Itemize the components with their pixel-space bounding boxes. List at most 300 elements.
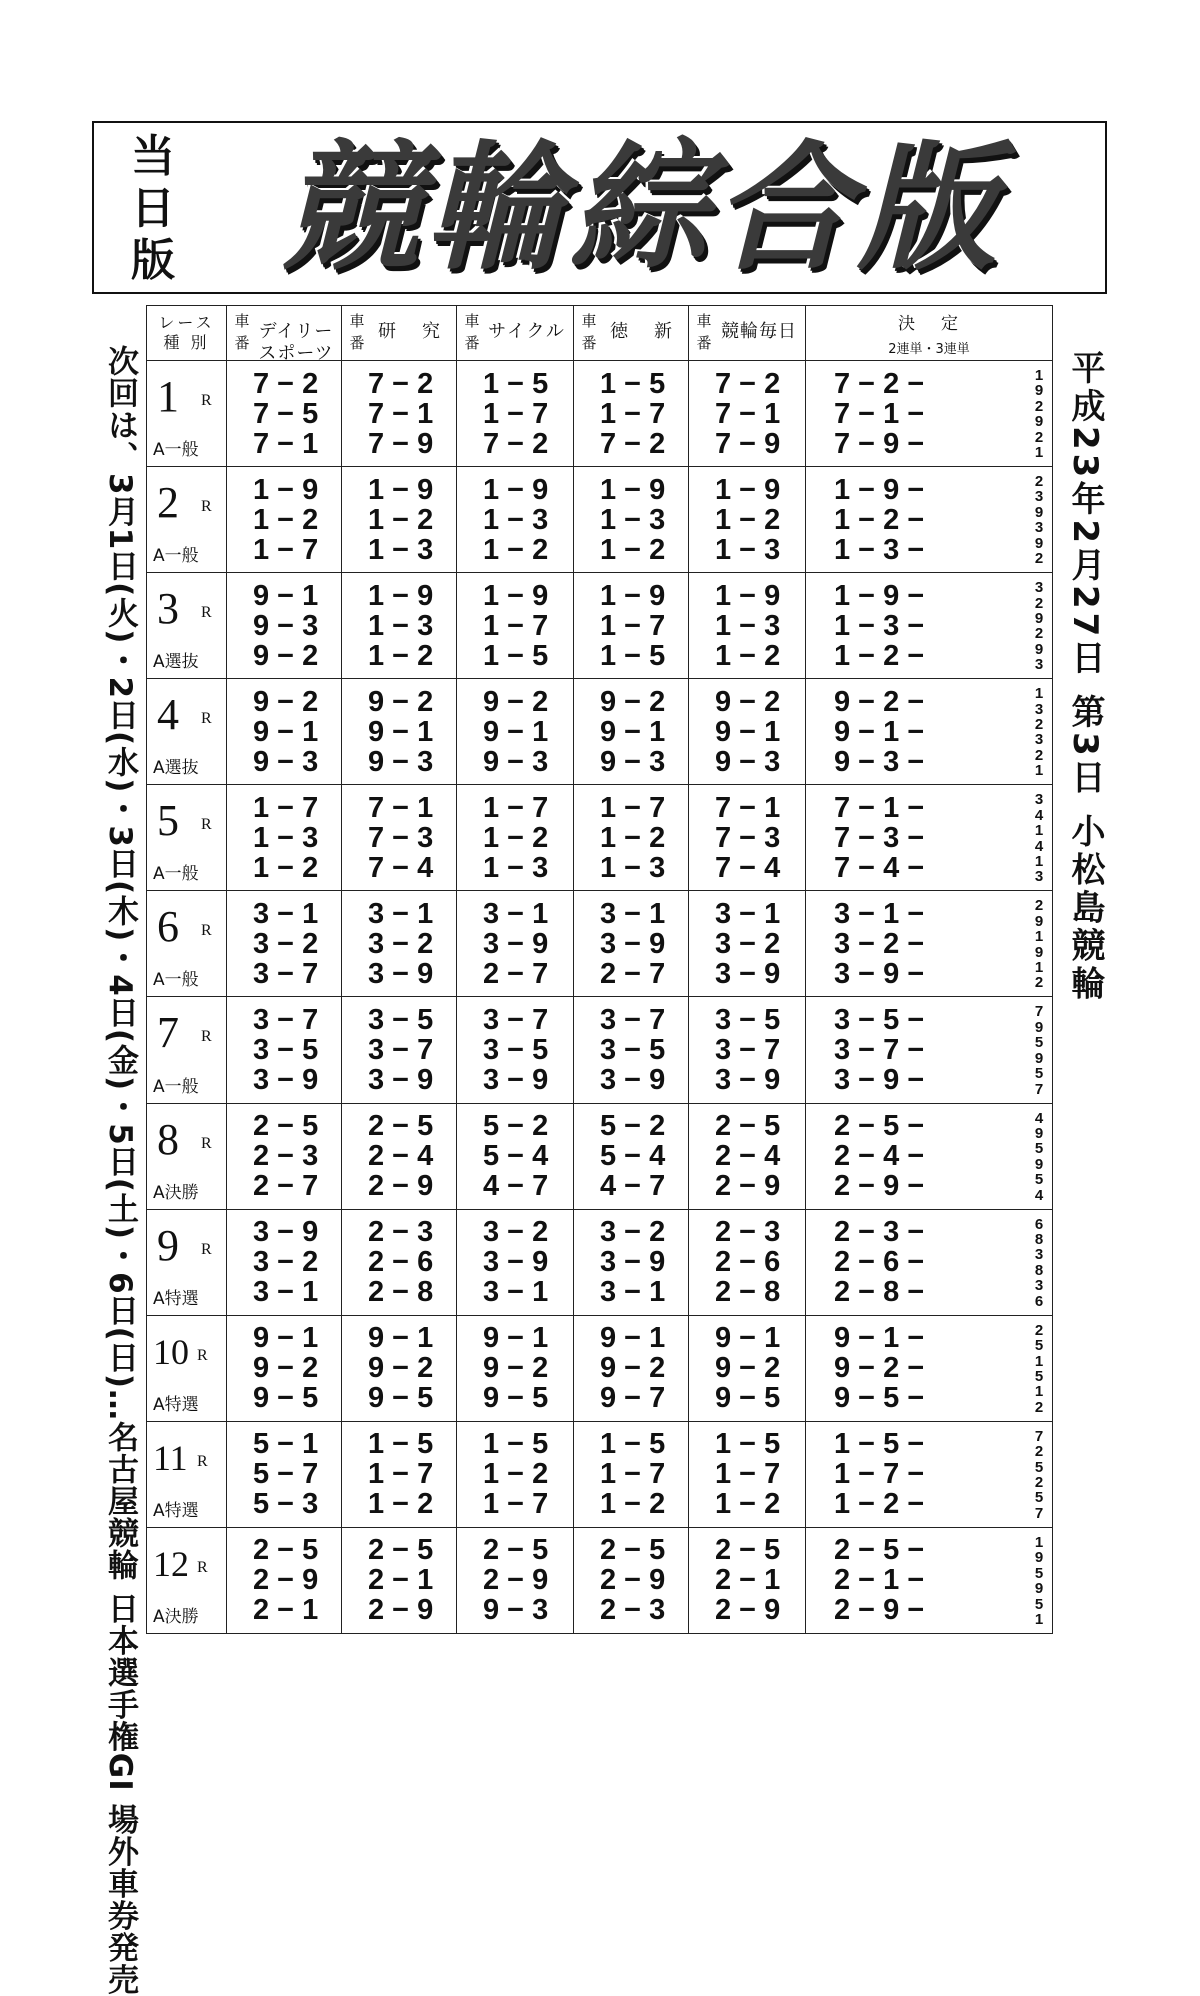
pick-combination: 1 − 7 <box>600 1458 666 1491</box>
pick-combination: 7 − 2 <box>483 427 549 460</box>
race-r-suffix: R <box>197 1558 208 1576</box>
pick-combination: 9 − 1 <box>600 1322 666 1355</box>
race-r-suffix: R <box>201 1028 212 1046</box>
car-label: 番 <box>464 334 480 352</box>
pick-combination: 3 − 9 <box>715 1064 781 1096</box>
pick-combination: 3 − 9 <box>483 1064 549 1096</box>
pick-cell <box>457 467 574 573</box>
race-row <box>147 1315 1053 1421</box>
pick-combination: 3 − 7 <box>253 1004 319 1036</box>
third-place-digit: 3 <box>1034 488 1044 506</box>
pick-combination: 1 − 7 <box>715 1458 781 1491</box>
pick-combination: 1 − 2 <box>600 533 666 566</box>
pick-combination: 3 − 1 <box>600 897 666 930</box>
pick-combination: 5 − 2 <box>600 1110 666 1143</box>
pick-combination: 2 − 5 <box>600 1534 666 1567</box>
pick-combination: 2 − 9 <box>715 1170 781 1203</box>
pick-combination: 2 − 5 <box>253 1534 319 1567</box>
race-cell <box>147 1315 227 1421</box>
third-place-digit: 9 <box>1034 1124 1044 1142</box>
pick-combination: 1 − 2 <box>600 1488 666 1521</box>
pick-combination: 1 − 3 <box>368 533 434 566</box>
result-cell <box>806 1421 1053 1527</box>
race-r-suffix: R <box>201 1134 212 1152</box>
pick-combination: 2 − 1 <box>715 1564 781 1597</box>
race-column-header <box>147 306 227 361</box>
result-combination: 7 − 1 − <box>834 791 925 824</box>
pick-combination: 2 − 5 <box>715 1534 781 1567</box>
pick-combination: 9 − 5 <box>483 1382 549 1415</box>
pick-combination: 1 − 2 <box>715 503 781 536</box>
pick-combination: 9 − 3 <box>483 745 549 778</box>
third-place-digit: 1 <box>1034 822 1044 840</box>
pick-combination: 1 − 5 <box>368 1428 434 1461</box>
result-cell <box>806 1209 1053 1315</box>
race-row <box>147 891 1053 997</box>
result-combination: 2 − 4 − <box>834 1140 925 1173</box>
pick-combination: 1 − 9 <box>253 473 319 506</box>
third-place-digit: 9 <box>1034 413 1044 431</box>
race-r-suffix: R <box>201 604 212 622</box>
third-place-digit: 1 <box>1034 852 1044 870</box>
pick-combination: 3 − 2 <box>253 927 319 960</box>
pick-combination: 3 − 5 <box>600 1034 666 1066</box>
race-cell <box>147 467 227 573</box>
car-label: 車 <box>696 312 712 330</box>
pick-cell <box>457 785 574 891</box>
pick-combination: 1 − 9 <box>600 473 666 506</box>
pick-combination: 9 − 3 <box>253 745 319 778</box>
third-place-digits <box>1032 1109 1046 1204</box>
pick-combination: 3 − 1 <box>483 897 549 930</box>
third-place-digit: 2 <box>1034 1474 1044 1491</box>
race-type: A一般 <box>153 864 199 885</box>
pick-combination: 2 − 1 <box>368 1564 434 1597</box>
pick-combination: 9 − 1 <box>483 715 549 748</box>
race-number: 10 <box>153 1331 189 1372</box>
pick-cell <box>574 467 689 573</box>
pick-combination: 1 − 2 <box>483 533 549 566</box>
third-place-digits <box>1032 793 1046 884</box>
date-venue-note: 平成23年2月27日 第3日 小松島競輪 <box>1065 350 1105 1004</box>
pick-combination: 3 − 7 <box>600 1004 666 1036</box>
third-place-digit: 2 <box>1034 473 1044 491</box>
result-header-subtitle: 2連単・3連単 <box>888 342 970 357</box>
pick-combination: 1 − 7 <box>253 791 319 824</box>
result-combination: 9 − 2 − <box>834 1352 925 1385</box>
pick-combination: 3 − 1 <box>253 897 319 930</box>
race-r-suffix: R <box>201 498 212 516</box>
car-label: 車 <box>464 312 480 330</box>
pick-cell <box>689 573 806 679</box>
pick-cell <box>227 785 342 891</box>
third-place-digit: 1 <box>1034 1352 1044 1370</box>
race-number: 4 <box>157 690 179 740</box>
pick-cell <box>689 1421 806 1527</box>
car-label: 番 <box>234 334 250 352</box>
pick-combination: 7 − 1 <box>368 397 434 430</box>
race-cell <box>147 1421 227 1527</box>
third-place-digit: 2 <box>1034 974 1044 992</box>
pick-combination: 3 − 9 <box>253 1064 319 1096</box>
pick-combination: 1 − 3 <box>483 503 549 536</box>
pick-combination: 7 − 2 <box>715 367 781 400</box>
third-place-digit: 5 <box>1034 1171 1044 1189</box>
pick-cell <box>457 1527 574 1633</box>
pick-combination: 9 − 2 <box>600 1352 666 1385</box>
third-place-digit: 4 <box>1034 1186 1044 1204</box>
pick-combination: 1 − 3 <box>600 851 666 884</box>
third-place-digit: 2 <box>1034 428 1044 446</box>
pick-combination: 2 − 4 <box>368 1140 434 1173</box>
pick-combination: 2 − 3 <box>715 1216 781 1249</box>
third-place-digit: 1 <box>1034 959 1044 977</box>
pick-combination: 2 − 7 <box>483 957 549 990</box>
result-cell <box>806 785 1053 891</box>
pick-cell <box>342 573 457 679</box>
third-place-digit: 4 <box>1034 1109 1044 1127</box>
pick-combination: 2 − 8 <box>715 1276 781 1309</box>
third-place-digit: 5 <box>1034 1337 1044 1355</box>
third-place-digit: 2 <box>1034 1321 1044 1339</box>
pick-combination: 9 − 3 <box>715 745 781 778</box>
pick-combination: 1 − 9 <box>715 579 781 612</box>
car-label: 番 <box>581 334 597 352</box>
pick-combination: 2 − 1 <box>253 1594 319 1627</box>
result-combination: 2 − 3 − <box>834 1216 925 1249</box>
pick-combination: 9 − 1 <box>715 1322 781 1355</box>
race-number: 1 <box>157 372 179 421</box>
result-cell <box>806 361 1053 467</box>
pick-combination: 3 − 2 <box>600 1216 666 1249</box>
pick-cell <box>457 679 574 785</box>
pick-combination: 1 − 9 <box>368 473 434 506</box>
pick-combination: 9 − 3 <box>483 1594 549 1627</box>
third-place-digit: 5 <box>1034 1140 1044 1158</box>
pick-combination: 9 − 1 <box>715 715 781 748</box>
picker-column-header <box>227 306 342 364</box>
pick-combination: 5 − 7 <box>253 1458 319 1491</box>
pick-combination: 9 − 2 <box>253 639 319 672</box>
pick-combination: 9 − 2 <box>253 685 319 718</box>
pick-cell <box>227 891 342 997</box>
third-place-digit: 3 <box>1034 1246 1044 1264</box>
third-place-digit: 7 <box>1034 1080 1044 1098</box>
pick-combination: 9 − 5 <box>715 1382 781 1415</box>
pick-combination: 9 − 7 <box>600 1382 666 1415</box>
race-cell <box>147 679 227 785</box>
third-place-digit: 4 <box>1034 806 1044 824</box>
pick-combination: 4 − 7 <box>483 1170 549 1203</box>
third-place-digit: 2 <box>1034 594 1044 612</box>
pick-combination: 9 − 1 <box>368 715 434 748</box>
race-row <box>147 997 1053 1103</box>
race-number: 9 <box>157 1220 179 1270</box>
prediction-table <box>146 305 1053 1634</box>
third-place-digit: 9 <box>1034 1018 1044 1036</box>
race-r-suffix: R <box>197 1452 208 1470</box>
pick-cell <box>457 361 574 467</box>
third-place-digit: 9 <box>1034 382 1044 400</box>
pick-combination: 2 − 5 <box>253 1110 319 1143</box>
third-place-digit: 1 <box>1034 762 1044 780</box>
result-cell <box>806 891 1053 997</box>
pick-combination: 1 − 7 <box>600 791 666 824</box>
car-label: 番 <box>349 334 365 352</box>
pick-cell <box>457 1103 574 1209</box>
picker-name: 徳 新 <box>610 321 676 342</box>
race-r-suffix: R <box>201 392 212 409</box>
pick-combination: 1 − 7 <box>368 1458 434 1491</box>
race-number: 11 <box>153 1437 188 1478</box>
pick-combination: 1 − 2 <box>715 639 781 672</box>
third-place-digit: 9 <box>1034 1155 1044 1173</box>
race-number: 7 <box>157 1008 179 1058</box>
pick-combination: 3 − 9 <box>253 1216 319 1249</box>
third-place-digit: 2 <box>1034 550 1044 568</box>
result-combination: 7 − 3 − <box>834 821 925 854</box>
pick-cell <box>689 467 806 573</box>
picker-name: デイリースポーツ <box>258 321 334 364</box>
race-type: A決勝 <box>153 1607 199 1627</box>
pick-cell <box>342 1315 457 1421</box>
race-header-line: 種 別 <box>163 333 210 352</box>
race-row <box>147 1209 1053 1315</box>
pick-combination: 9 − 1 <box>600 715 666 748</box>
pick-combination: 1 − 3 <box>253 821 319 854</box>
race-row <box>147 785 1053 891</box>
pick-cell <box>227 1527 342 1633</box>
pick-cell <box>457 1209 574 1315</box>
pick-combination: 7 − 5 <box>253 397 319 430</box>
pick-cell <box>689 785 806 891</box>
third-place-digit: 2 <box>1034 397 1044 415</box>
third-place-digit: 5 <box>1034 1595 1044 1613</box>
pick-combination: 2 − 6 <box>368 1246 434 1279</box>
third-place-digit: 3 <box>1034 700 1044 718</box>
third-place-digits <box>1032 899 1046 990</box>
pick-cell <box>227 679 342 785</box>
pick-cell <box>689 1315 806 1421</box>
pick-cell <box>574 1527 689 1633</box>
third-place-digit: 3 <box>1034 579 1044 597</box>
race-cell <box>147 573 227 679</box>
picker-name: 研 究 <box>378 321 444 342</box>
race-cell <box>147 785 227 891</box>
third-place-digit: 9 <box>1034 912 1044 930</box>
pick-combination: 5 − 2 <box>483 1110 549 1143</box>
pick-combination: 3 − 9 <box>600 1064 666 1096</box>
third-place-digit: 8 <box>1034 1231 1044 1249</box>
third-place-digit: 5 <box>1034 1458 1044 1476</box>
third-place-digit: 2 <box>1034 746 1044 764</box>
pick-combination: 1 − 2 <box>368 503 434 536</box>
picker-column-header <box>457 306 574 361</box>
pick-cell <box>689 1527 806 1633</box>
third-place-digit: 8 <box>1034 1261 1044 1279</box>
race-cell <box>147 891 227 997</box>
pick-cell <box>227 1209 342 1315</box>
race-type: A特選 <box>153 1500 199 1521</box>
pick-cell <box>574 1103 689 1209</box>
third-place-digits <box>1032 1427 1046 1522</box>
pick-combination: 9 − 5 <box>368 1382 434 1415</box>
race-rows <box>147 361 1053 1634</box>
third-place-digit: 9 <box>1034 1549 1044 1567</box>
pick-cell <box>342 997 457 1103</box>
third-place-digit: 2 <box>1034 1443 1044 1461</box>
pick-cell <box>574 1421 689 1527</box>
third-place-digit: 3 <box>1034 868 1044 886</box>
race-cell <box>147 1103 227 1209</box>
table-header-row <box>147 306 1053 361</box>
pick-combination: 9 − 2 <box>368 685 434 718</box>
pick-combination: 5 − 4 <box>483 1140 549 1173</box>
third-place-digit: 6 <box>1034 1292 1044 1310</box>
pick-combination: 3 − 7 <box>715 1034 781 1066</box>
pick-cell <box>342 679 457 785</box>
third-place-digit: 3 <box>1034 519 1044 537</box>
pick-combination: 9 − 5 <box>253 1382 319 1415</box>
edition-char: 当 <box>131 131 175 182</box>
third-place-digit: 9 <box>1034 534 1044 552</box>
pick-combination: 3 − 2 <box>253 1246 319 1279</box>
pick-combination: 1 − 5 <box>600 367 666 400</box>
pick-combination: 4 − 7 <box>600 1170 666 1203</box>
pick-combination: 2 − 9 <box>368 1594 434 1627</box>
pick-combination: 1 − 5 <box>600 639 666 672</box>
pick-combination: 2 − 9 <box>600 1564 666 1597</box>
result-combination: 1 − 7 − <box>834 1458 925 1491</box>
race-number: 2 <box>157 478 179 528</box>
pick-combination: 1 − 7 <box>253 533 319 566</box>
result-combination: 1 − 2 − <box>834 639 925 672</box>
result-combination: 2 − 1 − <box>834 1564 925 1597</box>
third-place-digit: 1 <box>1034 1533 1044 1551</box>
pick-cell <box>227 361 342 467</box>
pick-combination: 1 − 2 <box>715 1488 781 1521</box>
pick-combination: 3 − 2 <box>715 927 781 960</box>
pick-combination: 9 − 1 <box>368 1322 434 1355</box>
pick-cell <box>342 1527 457 1633</box>
result-combination: 1 − 3 − <box>834 533 925 566</box>
result-cell <box>806 1527 1053 1633</box>
pick-combination: 1 − 9 <box>600 579 666 612</box>
race-type: A選抜 <box>153 652 199 673</box>
pick-combination: 2 − 3 <box>253 1140 319 1173</box>
race-r-suffix: R <box>201 816 212 834</box>
pick-cell <box>227 573 342 679</box>
result-combination: 2 − 9 − <box>834 1170 925 1203</box>
pick-combination: 3 − 5 <box>715 1004 781 1036</box>
pick-combination: 2 − 6 <box>715 1246 781 1279</box>
pick-combination: 3 − 9 <box>715 957 781 990</box>
pick-combination: 7 − 2 <box>600 427 666 460</box>
pick-combination: 7 − 1 <box>715 397 781 430</box>
pick-combination: 9 − 3 <box>253 609 319 642</box>
result-cell <box>806 679 1053 785</box>
result-combination: 1 − 5 − <box>834 1428 925 1461</box>
result-cell <box>806 573 1053 679</box>
race-type: A一般 <box>153 546 199 567</box>
result-combination: 3 − 9 − <box>834 1064 925 1096</box>
pick-combination: 9 − 2 <box>600 685 666 718</box>
third-place-digit: 2 <box>1034 1398 1044 1416</box>
pick-combination: 3 − 5 <box>368 1004 434 1036</box>
pick-cell <box>457 573 574 679</box>
pick-combination: 1 − 3 <box>715 533 781 566</box>
third-place-digit: 5 <box>1034 1034 1044 1052</box>
result-combination: 3 − 7 − <box>834 1034 925 1066</box>
pick-combination: 3 − 7 <box>253 957 319 990</box>
pick-cell <box>457 997 574 1103</box>
pick-cell <box>574 1315 689 1421</box>
third-place-digit: 1 <box>1034 367 1044 384</box>
third-place-digit: 2 <box>1034 897 1044 915</box>
race-row <box>147 467 1053 573</box>
pick-combination: 1 − 9 <box>483 579 549 612</box>
pick-combination: 9 − 1 <box>253 1322 319 1355</box>
pick-cell <box>227 997 342 1103</box>
pick-combination: 1 − 2 <box>483 821 549 854</box>
third-place-digit: 3 <box>1034 731 1044 749</box>
race-number: 5 <box>157 796 179 846</box>
pick-combination: 1 − 7 <box>483 397 549 430</box>
race-type: A決勝 <box>153 1182 199 1203</box>
pick-combination: 1 − 2 <box>253 503 319 536</box>
result-column-header <box>806 306 1053 361</box>
pick-combination: 9 − 3 <box>368 745 434 778</box>
picker-name: 競輪毎日 <box>721 321 797 342</box>
result-cell <box>806 997 1053 1103</box>
result-combination: 3 − 9 − <box>834 957 925 990</box>
result-combination: 2 − 6 − <box>834 1246 925 1279</box>
third-place-digit: 5 <box>1034 1367 1044 1385</box>
pick-cell <box>574 573 689 679</box>
result-header-title: 決定 <box>898 314 984 334</box>
pick-cell <box>574 361 689 467</box>
pick-combination: 1 − 3 <box>368 609 434 642</box>
result-combination: 7 − 9 − <box>834 427 925 460</box>
race-type: A一般 <box>153 970 199 991</box>
third-place-digit: 1 <box>1034 928 1044 946</box>
result-combination: 7 − 1 − <box>834 397 925 430</box>
pick-combination: 3 − 1 <box>368 897 434 930</box>
race-r-suffix: R <box>201 710 212 728</box>
third-place-digit: 3 <box>1034 791 1044 809</box>
third-place-digit: 5 <box>1034 1065 1044 1083</box>
pick-combination: 3 − 2 <box>483 1216 549 1249</box>
pick-cell <box>689 997 806 1103</box>
third-place-digit: 5 <box>1034 1564 1044 1582</box>
pick-combination: 1 − 2 <box>600 821 666 854</box>
pick-cell <box>689 1103 806 1209</box>
pick-combination: 7 − 2 <box>253 367 319 400</box>
pick-combination: 9 − 2 <box>715 1352 781 1385</box>
car-label: 番 <box>696 334 712 352</box>
pick-combination: 1 − 9 <box>368 579 434 612</box>
pick-cell <box>574 997 689 1103</box>
pick-combination: 2 − 5 <box>368 1110 434 1143</box>
third-place-digits <box>1032 1321 1046 1416</box>
pick-combination: 5 − 1 <box>253 1428 319 1461</box>
result-combination: 7 − 2 − <box>834 367 925 400</box>
edition-label <box>122 131 184 287</box>
third-place-digit: 1 <box>1034 444 1044 462</box>
pick-combination: 3 − 9 <box>483 927 549 960</box>
result-combination: 1 − 2 − <box>834 1488 925 1521</box>
edition-char: 版 <box>131 235 175 286</box>
